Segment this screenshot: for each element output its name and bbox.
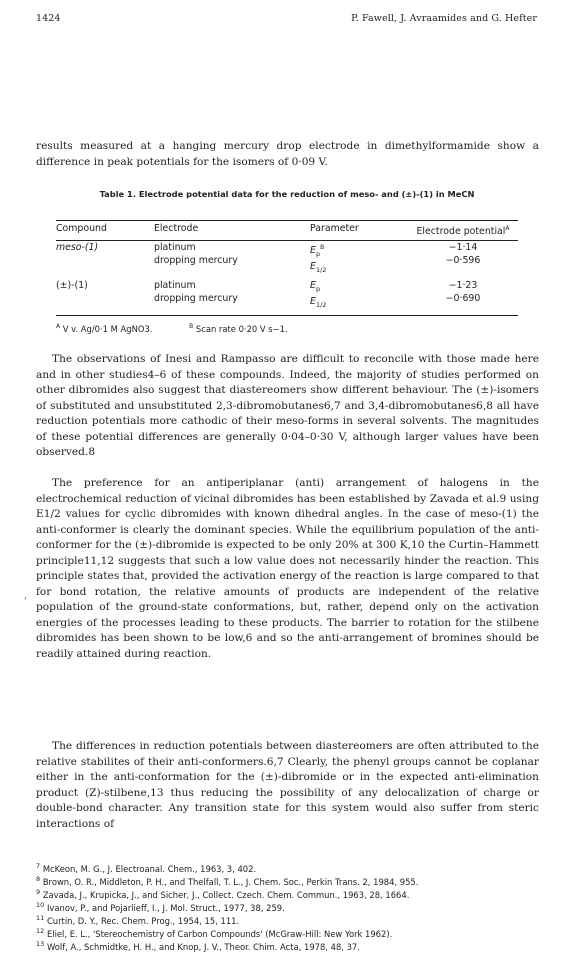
references-list — [36, 863, 539, 954]
parameter-cell: $E_{1/2}$ — [310, 296, 327, 309]
page-number: 1424 — [36, 13, 61, 24]
table-row — [56, 241, 518, 279]
footnote-b: $^B$ Scan rate 0·20 V s−1. — [189, 322, 288, 334]
compound-cell: meso-(1) — [56, 241, 99, 253]
body-paragraph-2: The preference for an antiperiplanar (anti) arrangement of halogens in the electrochemical reduction of vicinal dibromides has been established by Zavada et al.9 using E1/2 values for cyclic dibromides with known dihedral angles. In the case of meso-(1) the anti-conformer is clearly the dominant species. While the equilibrium population of the anti-conformer for the (±)-dibromide is expected to be only 20% at 300 K,10 the Curtin–Hammett principle11,12 suggests that such a low value does not necessarily hinder the reaction. This principle states that, provided the activation energy of the reaction is large compared to that for bond rotation, the relative amounts of products are independent of the relative population of the ground-state conformations, but, rather, depend only on the activation energies of the processes leading to these products. The barrier to rotation for the stilbene dibromides has been shown to be low,6 and so the anti-arrangement of bromines should be readily attained during reaction. — [36, 477, 539, 660]
potential-cell: −0·690 — [445, 293, 481, 305]
table-caption: Table 1. Electrode potential data for the reduction of meso- and (±)-(1) in MeCN — [99, 189, 475, 199]
parameter-cell: $E_{1/2}$ — [310, 260, 327, 274]
table-footnotes — [56, 316, 518, 336]
reference-item: $^8$ Brown, O. R., Middleton, P. H., and Thelfall, T. L., J. Chem. Soc., Perkin Trans. 2, 1984, 955. — [36, 875, 419, 887]
data-table — [56, 220, 518, 335]
reference-item: $^9$ Zavada, J., Krupicka, J., and Sicher, J., Collect. Czech. Chem. Commun., 1963, 28, 1664. — [36, 888, 410, 900]
compound-cell: (±)-(1) — [56, 280, 88, 292]
body-paragraph-1: The observations of Inesi and Rampasso are difficult to reconcile with those made here and in other studies4–6 of these compounds. Indeed, the majority of studies performed on other dibromides also suggest that diastereomers show different behaviour. The (±)-isomers of substituted and unsubstituted 2,3-dibromobutanes6,7 and 3,4-dibromobutanes6,8 all have reduction potentials more cathodic of their meso-forms in several solvents. The magnitudes of these potential differences are generally 0·04–0·30 V, although larger values have been observed.8 — [36, 353, 539, 458]
col-header-electrode: Electrode — [154, 223, 199, 234]
reference-item: $^{10}$ Ivanov, P., and Pojarlieff, I., J. Mol. Struct., 1977, 38, 259. — [36, 901, 285, 913]
margin-mark: , — [24, 590, 28, 601]
reference-item: $^{12}$ Eliel, E. L., 'Stereochemistry of Carbon Compounds' (McGraw-Hill: New York 1962). — [36, 927, 393, 939]
electrode-cell: platinum — [154, 241, 196, 253]
body-paragraph-3: The differences in reduction potentials between diastereomers are often attributed to the relative stabilites of their anti-conformers.6,7 Clearly, the phenyl groups cannot be coplanar either in the anti-conformation for the (±)-dibromide or in the expected anti-elimination product (Z)-stilbene,13 thus reducing the possibility of any delocalization of charge or double-bond character. Any transition state for this system would also suffer from steric interactions of — [36, 740, 539, 830]
intro-paragraph: results measured at a hanging mercury drop electrode in dimethylformamide show a difference in peak potentials for the isomers of 0·09 V. — [36, 140, 539, 168]
col-header-potential: Electrode potential$^A$ — [416, 225, 510, 238]
electrode-cell: dropping mercury — [154, 254, 238, 266]
col-header-parameter: Parameter — [310, 223, 359, 234]
electrode-cell: dropping mercury — [154, 293, 238, 305]
table-header-row — [56, 221, 518, 240]
table-row — [56, 279, 518, 314]
potential-cell: −1·23 — [448, 280, 478, 292]
potential-cell: −0·596 — [445, 254, 481, 266]
footnote-a: $^A$ V v. Ag/0·1 M AgNO3. — [56, 322, 153, 334]
electrode-cell: platinum — [154, 280, 196, 292]
parameter-cell: $E_p$ — [310, 280, 321, 294]
col-header-compound: Compound — [56, 223, 107, 234]
running-header-authors: P. Fawell, J. Avraamides and G. Hefter — [351, 13, 537, 24]
reference-item: $^7$ McKeon, M. G., J. Electroanal. Chem., 1963, 3, 402. — [36, 862, 257, 874]
reference-item: $^{13}$ Wolf, A., Schmidtke, H. H., and Knop, J. V., Theor. Chim. Acta, 1978, 48, 37. — [36, 940, 360, 952]
potential-cell: −1·14 — [448, 241, 478, 253]
parameter-cell: $E_p^B$ — [310, 243, 325, 258]
reference-item: $^{11}$ Curtin, D. Y., Rec. Chem. Prog., 1954, 15, 111. — [36, 914, 240, 926]
